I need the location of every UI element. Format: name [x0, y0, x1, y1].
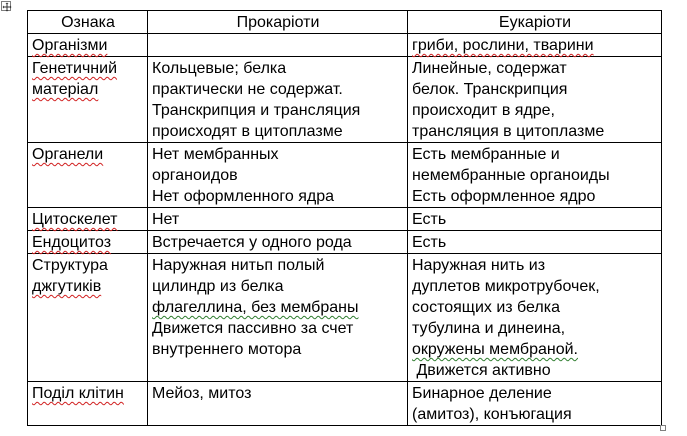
prokaryotes-cell — [148, 382, 408, 426]
prokaryotes-cell — [148, 143, 408, 208]
header-feature: Ознака — [28, 11, 148, 34]
cell-line: Движется пассивно за счет — [152, 320, 354, 337]
cell-line: Есть — [412, 234, 447, 251]
cell-line: Есть оформленное ядро — [412, 188, 596, 205]
feature-label: Цитоскелет — [32, 211, 118, 228]
prokaryotes-cell — [148, 57, 408, 143]
cell-line: происходит в ядре, — [412, 102, 555, 119]
table-row — [28, 208, 662, 231]
cell-line: происходят в цитоплазме — [152, 123, 343, 140]
eukaryotes-cell — [408, 254, 662, 382]
header-eukaryotes: Еукаріоти — [408, 11, 662, 34]
cell-line: практически не содержат. — [152, 81, 343, 98]
comparison-table — [27, 10, 662, 426]
feature-label-line: матеріал — [32, 81, 99, 98]
table-row — [28, 57, 662, 143]
eukaryotes-cell — [408, 382, 662, 426]
feature-label: Органели — [32, 146, 104, 163]
cell-line: Нет — [152, 211, 180, 228]
cell-line: Линейные, содержат — [412, 60, 567, 77]
cell-line: дуплетов микротрубочек, — [412, 278, 600, 295]
cell-line: Встречается у одного рода — [152, 234, 352, 251]
eukaryotes-cell — [408, 57, 662, 143]
table-row — [28, 254, 662, 382]
table-header-row — [28, 11, 662, 34]
cell-line: окружены мембраной. — [412, 341, 578, 358]
cell-line: Наружная нить из — [412, 257, 546, 274]
feature-label: Поділ клітин — [32, 385, 124, 402]
prokaryotes-cell — [148, 208, 408, 231]
cell-line: состоящих из белка — [412, 299, 560, 316]
table-resize-handle[interactable] — [660, 425, 666, 431]
cell-line: Движется активно — [412, 362, 551, 379]
cell-line: Транскрипция и трансляция — [152, 102, 361, 119]
feature-cell — [28, 143, 148, 208]
prokaryotes-cell — [148, 254, 408, 382]
feature-label: Організми — [32, 37, 108, 54]
cell-line: Есть — [412, 211, 447, 228]
cell-line: Бинарное деление — [412, 385, 552, 402]
feature-label: Ендоцитоз — [32, 234, 112, 251]
table-move-handle-icon[interactable] — [1, 1, 11, 11]
feature-cell — [28, 382, 148, 426]
eukaryotes-cell — [408, 143, 662, 208]
table-row — [28, 231, 662, 254]
prokaryotes-cell — [148, 34, 408, 57]
header-prokaryotes: Прокаріоти — [148, 11, 408, 34]
table-row — [28, 143, 662, 208]
cell-line: (амитоз), конъюгация — [412, 406, 572, 423]
feature-cell — [28, 254, 148, 382]
feature-cell — [28, 34, 148, 57]
cell-line: Мейоз, митоз — [152, 385, 252, 402]
cell-line: трансляция в цитоплазме — [412, 123, 605, 140]
table-row — [28, 34, 662, 57]
cell-line: гриби, рослини, тварини — [412, 37, 594, 54]
cell-line: внутреннего мотора — [152, 341, 302, 358]
feature-cell — [28, 231, 148, 254]
eukaryotes-cell — [408, 34, 662, 57]
eukaryotes-cell — [408, 231, 662, 254]
cell-line: Нет оформленного ядра — [152, 188, 334, 205]
feature-cell — [28, 208, 148, 231]
cell-line: Есть мембранные и — [412, 146, 560, 163]
cell-line: флагеллина, без мембраны — [152, 299, 359, 316]
cell-line: Кольцевые; белка — [152, 60, 287, 77]
cell-line: Нет мембранных — [152, 146, 279, 163]
feature-label-line: джгутиків — [32, 278, 102, 295]
feature-label-line: Структура — [32, 257, 108, 274]
cell-line: органоидов — [152, 167, 238, 184]
table-row — [28, 382, 662, 426]
cell-line: тубулина и динеина, — [412, 320, 566, 337]
eukaryotes-cell — [408, 208, 662, 231]
feature-cell — [28, 57, 148, 143]
prokaryotes-cell — [148, 231, 408, 254]
cell-line: белок. Транскрипция — [412, 81, 568, 98]
cell-line: цилиндр из белка — [152, 278, 284, 295]
cell-line: немембранные органоиды — [412, 167, 610, 184]
cell-line: Наружная нитьп полый — [152, 257, 325, 274]
feature-label-line: Генетичний — [32, 60, 118, 77]
